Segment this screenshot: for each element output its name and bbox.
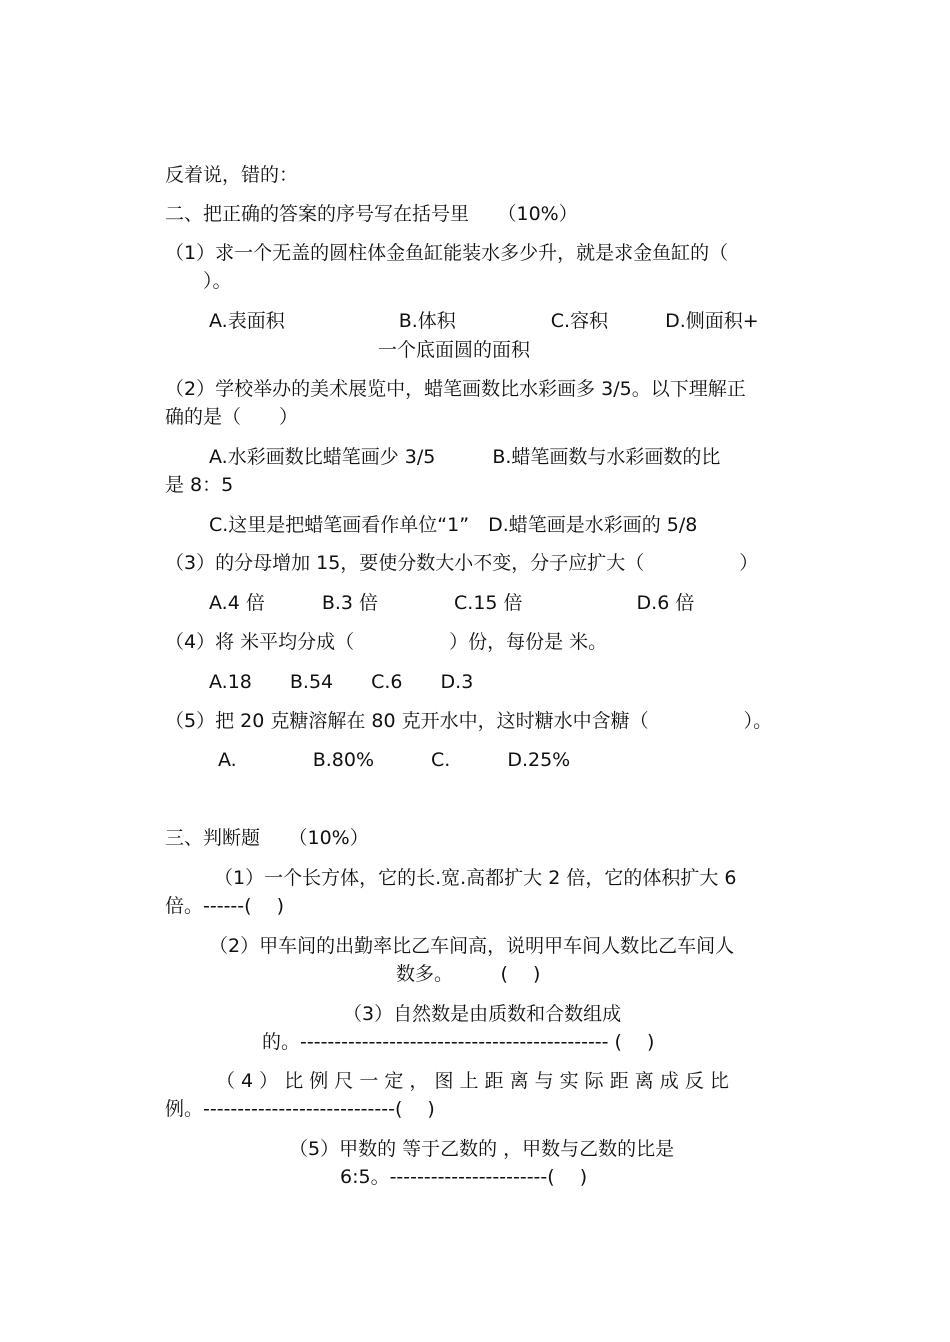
question-text: （1）求一个无盖的圆柱体金鱼缸能装水多少升，就是求金鱼缸的（ xyxy=(165,242,729,264)
question-text: （3）的分母增加 15，要使分数大小不变，分子应扩大（ ） xyxy=(165,552,759,574)
question-text: 确的是（ ） xyxy=(165,406,299,428)
question-text: （1）一个长方体，它的长.宽.高都扩大 2 倍，它的体积扩大 6 xyxy=(214,867,737,889)
question-text: （2）学校举办的美术展览中，蜡笔画数比水彩画多 3/5。以下理解正 xyxy=(165,378,746,400)
text-line: 反着说，错的： xyxy=(165,164,299,186)
question-text: 数多。 ( ) xyxy=(396,963,541,985)
question-text: （3）自然数是由质数和合数组成 xyxy=(343,1003,622,1025)
question-text: ）。 xyxy=(165,270,232,292)
question-text: （4）将 米平均分成（ ）份，每份是 米。 xyxy=(165,631,608,653)
answer-options: A.水彩画数比蜡笔画少 3/5 B.蜡笔画数与水彩画数的比 xyxy=(209,446,721,468)
section-heading: 三、判断题 （10%） xyxy=(165,827,369,849)
question-text: 倍。------( ) xyxy=(165,895,285,917)
question-text: 例。----------------------------( ) xyxy=(165,1098,435,1120)
question-text: 的。--------------------------------------------- ( ) xyxy=(262,1031,655,1053)
question-text: （5）甲数的 等于乙数的 ，甲数与乙数的比是 xyxy=(289,1138,675,1160)
answer-options: A.18 B.54 C.6 D.3 xyxy=(209,671,474,693)
answer-options: C.这里是把蜡笔画看作单位“1” D.蜡笔画是水彩画的 5/8 xyxy=(209,514,698,536)
question-text: （ 4 ） 比 例 尺 一 定 ， 图 上 距 离 与 实 际 距 离 成 反 比 xyxy=(216,1070,729,1092)
question-text: （5）把 20 克糖溶解在 80 克开水中，这时糖水中含糖（ ）。 xyxy=(165,710,773,732)
answer-options: 是 8：5 xyxy=(165,474,234,496)
question-text: （2）甲车间的出勤率比乙车间高，说明甲车间人数比乙车间人 xyxy=(209,935,735,957)
answer-options: A.4 倍 B.3 倍 C.15 倍 D.6 倍 xyxy=(209,592,695,614)
answer-options: 一个底面圆的面积 xyxy=(378,339,531,361)
answer-options: A.表面积 B.体积 C.容积 D.侧面积+ xyxy=(209,310,759,332)
question-text: 6:5。-----------------------( ) xyxy=(340,1166,588,1188)
section-heading: 二、把正确的答案的序号写在括号里 （10%） xyxy=(165,203,578,225)
answer-options: A. B.80% C. D.25% xyxy=(218,749,571,771)
